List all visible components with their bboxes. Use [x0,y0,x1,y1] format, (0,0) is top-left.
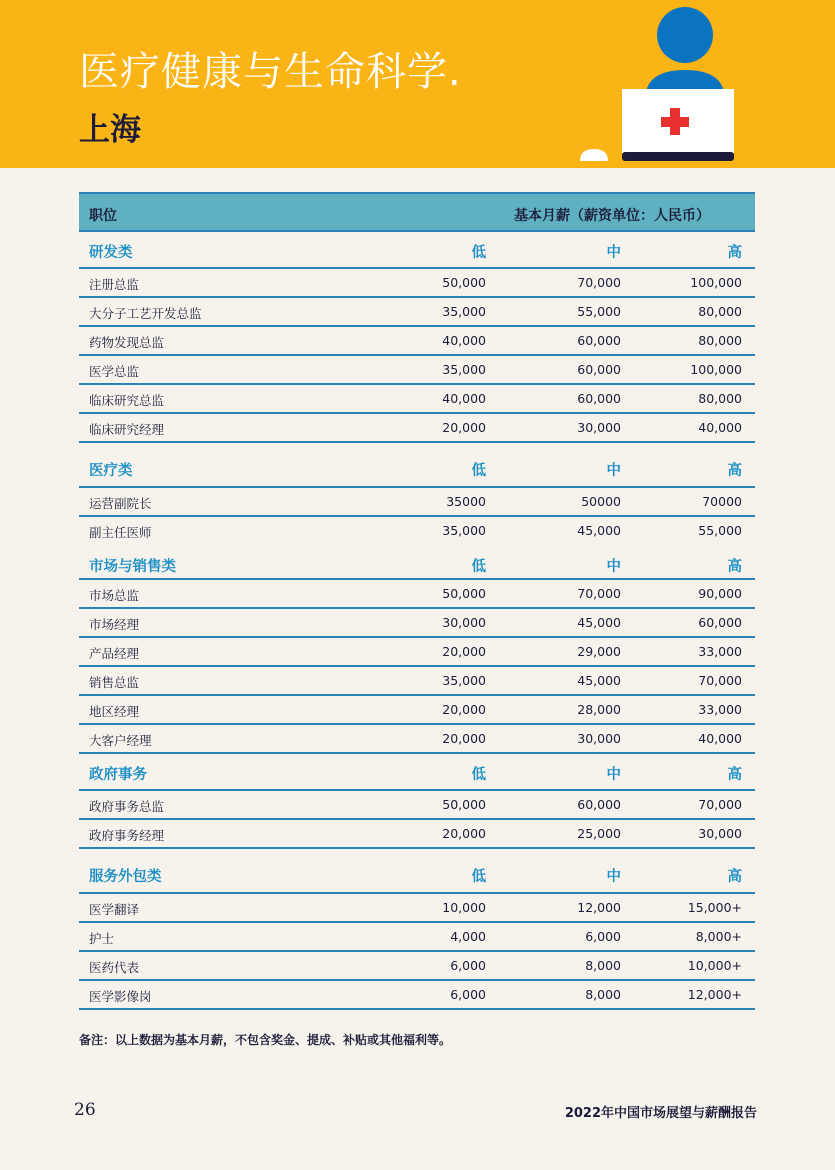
page-subtitle: 上海 [79,112,141,148]
high-label: 高 [727,463,742,479]
salary-mid: 70,000 [577,586,621,601]
position-name: 医学翻译 [89,902,140,917]
salary-low: 50,000 [442,797,486,812]
low-label: 低 [471,767,486,783]
salary-low: 6,000 [450,987,486,1002]
salary-mid: 25,000 [577,826,621,841]
table-row [79,356,755,385]
position-name: 注册总监 [89,277,140,292]
salary-low: 35,000 [442,304,486,319]
table-row [79,791,755,820]
salary-mid: 29,000 [577,644,621,659]
salary-high: 30,000 [698,826,742,841]
low-label: 低 [471,559,486,575]
position-name: 大分子工艺开发总监 [89,306,202,321]
position-name: 临床研究总监 [89,393,165,408]
position-name: 销售总监 [89,675,140,690]
salary-high: 8,000+ [695,929,742,944]
salary-low: 40,000 [442,333,486,348]
salary-high: 40,000 [698,731,742,746]
table-row [79,820,755,849]
mid-label: 中 [606,463,621,479]
cup-icon [580,149,608,161]
page-number: 26 [74,1100,96,1120]
position-name: 政府事务经理 [89,828,165,843]
salary-low: 50,000 [442,275,486,290]
position-name: 运营副院长 [89,496,152,511]
salary-high: 55,000 [698,523,742,538]
table-row [79,667,755,696]
table-row [79,609,755,638]
report-title: 2022年中国市场展望与薪酬报告 [564,1106,757,1121]
salary-high: 40,000 [698,420,742,435]
category-row [79,754,755,791]
position-column-header: 职位 [89,208,117,224]
position-name: 护士 [89,931,115,946]
salary-mid: 8,000 [585,987,621,1002]
category-row [79,546,755,580]
table-row [79,488,755,517]
high-label: 高 [727,869,742,885]
salary-column-header: 基本月薪（薪资单位：人民币） [514,208,710,224]
high-label: 高 [727,245,742,261]
salary-mid: 30,000 [577,420,621,435]
salary-high: 100,000 [690,362,742,377]
mid-label: 中 [606,869,621,885]
position-name: 地区经理 [89,704,140,719]
salary-low: 10,000 [442,900,486,915]
table-row [79,638,755,667]
category-row [79,443,755,488]
table-row [79,385,755,414]
position-name: 产品经理 [89,646,140,661]
table-body [79,232,755,1010]
salary-mid: 70,000 [577,275,621,290]
salary-mid: 45,000 [577,523,621,538]
salary-low: 6,000 [450,958,486,973]
salary-high: 70000 [702,494,742,509]
salary-low: 35,000 [442,523,486,538]
salary-high: 80,000 [698,391,742,406]
table-row [79,981,755,1010]
low-label: 低 [471,463,486,479]
table-row [79,725,755,754]
salary-high: 90,000 [698,586,742,601]
salary-low: 35,000 [442,362,486,377]
high-label: 高 [727,559,742,575]
category-label: 市场与销售类 [89,559,176,575]
salary-low: 50,000 [442,586,486,601]
salary-low: 20,000 [442,644,486,659]
table-row [79,517,755,546]
category-label: 政府事务 [89,767,147,783]
salary-mid: 30,000 [577,731,621,746]
salary-high: 70,000 [698,673,742,688]
position-name: 医药代表 [89,960,140,975]
table-row [79,696,755,725]
page-title: 医疗健康与生命科学. [79,49,462,95]
position-name: 大客户经理 [89,733,152,748]
salary-high: 70,000 [698,797,742,812]
high-label: 高 [727,767,742,783]
table-row [79,298,755,327]
position-name: 医学总监 [89,364,140,379]
salary-low: 20,000 [442,731,486,746]
category-row [79,232,755,269]
mid-label: 中 [606,245,621,261]
salary-mid: 60,000 [577,797,621,812]
doctor-illustration [575,0,755,168]
table-header-row [79,192,755,232]
salary-high: 33,000 [698,644,742,659]
low-label: 低 [471,869,486,885]
salary-high: 12,000+ [687,987,742,1002]
table-row [79,923,755,952]
salary-mid: 50000 [581,494,621,509]
salary-low: 40,000 [442,391,486,406]
mid-label: 中 [606,559,621,575]
position-name: 市场总监 [89,588,140,603]
laptop-base-icon [622,152,734,161]
salary-low: 20,000 [442,826,486,841]
table-row [79,894,755,923]
salary-mid: 6,000 [585,929,621,944]
salary-mid: 60,000 [577,391,621,406]
mid-label: 中 [606,767,621,783]
table-row [79,580,755,609]
position-name: 临床研究经理 [89,422,165,437]
salary-high: 60,000 [698,615,742,630]
table-row [79,269,755,298]
salary-mid: 45,000 [577,673,621,688]
salary-mid: 55,000 [577,304,621,319]
position-name: 副主任医师 [89,525,152,540]
salary-high: 10,000+ [687,958,742,973]
footnote: 备注：以上数据为基本月薪，不包含奖金、提成、补贴或其他福利等。 [79,1033,452,1047]
salary-high: 100,000 [690,275,742,290]
salary-low: 4,000 [450,929,486,944]
salary-mid: 60,000 [577,362,621,377]
position-name: 市场经理 [89,617,140,632]
salary-table [79,192,755,1010]
salary-mid: 28,000 [577,702,621,717]
category-label: 服务外包类 [89,869,162,885]
salary-low: 35,000 [442,673,486,688]
person-head-icon [657,7,713,63]
salary-low: 20,000 [442,420,486,435]
salary-high: 80,000 [698,333,742,348]
salary-high: 15,000+ [687,900,742,915]
table-row [79,414,755,443]
category-label: 医疗类 [89,463,133,479]
salary-mid: 60,000 [577,333,621,348]
salary-low: 30,000 [442,615,486,630]
category-row [79,849,755,894]
category-label: 研发类 [89,245,133,261]
low-label: 低 [471,245,486,261]
salary-low: 35000 [446,494,486,509]
table-row [79,952,755,981]
salary-high: 80,000 [698,304,742,319]
salary-mid: 8,000 [585,958,621,973]
salary-low: 20,000 [442,702,486,717]
position-name: 药物发现总监 [89,335,165,350]
salary-mid: 45,000 [577,615,621,630]
position-name: 医学影像岗 [89,989,152,1004]
salary-high: 33,000 [698,702,742,717]
salary-mid: 12,000 [577,900,621,915]
table-row [79,327,755,356]
position-name: 政府事务总监 [89,799,165,814]
